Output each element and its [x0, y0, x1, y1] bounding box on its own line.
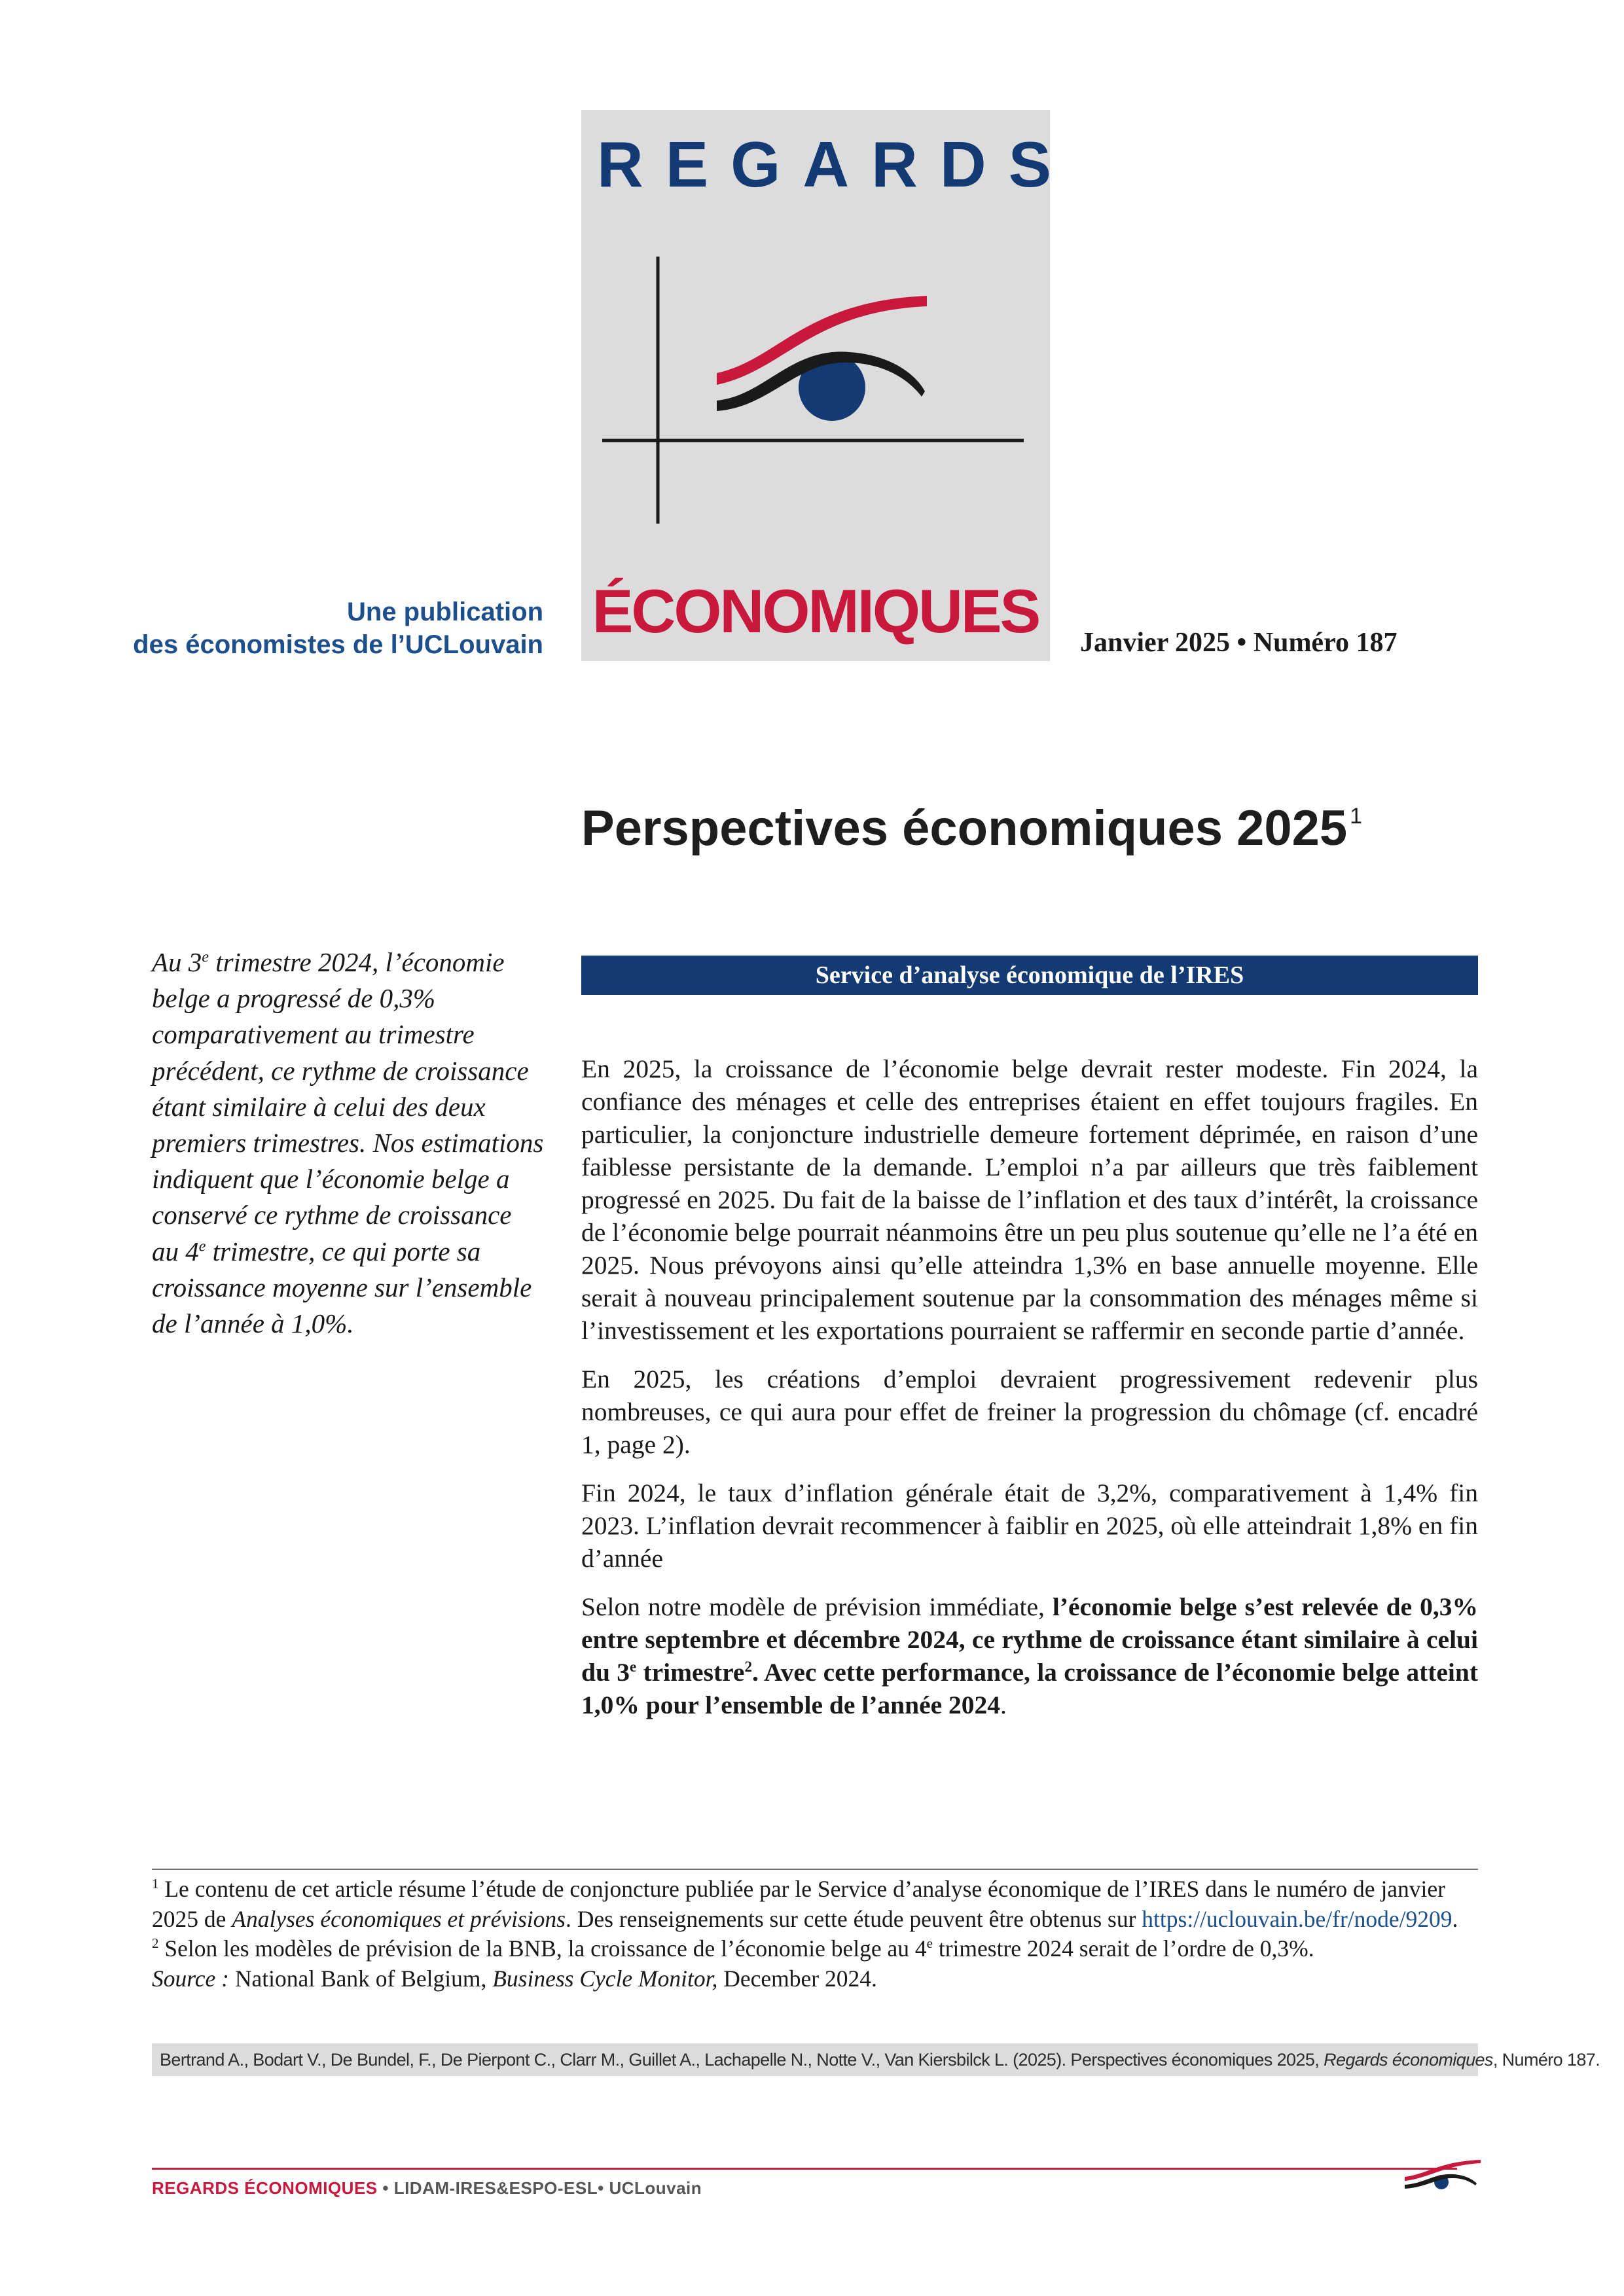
citation-text: , Numéro 187. [1492, 2050, 1600, 2070]
body-bold: . Avec cette performance, la croissance de l’économie belge atteint 1,0% pour l’ensemble de l’année 2024 [581, 1658, 1479, 1719]
footnote-mark: 1 [152, 1876, 159, 1892]
footer-brand: REGARDS ÉCONOMIQUES [152, 2178, 378, 2198]
publisher-line-2: des économistes de l’UCLouvain [133, 630, 543, 659]
abstract-sup: e [198, 1237, 206, 1255]
footnote-italic: Business Cycle Monitor, [492, 1965, 718, 1992]
footnote-text: . Des renseignements sur cette étude peuvent être obtenus sur [565, 1905, 1142, 1932]
footnote-1 [152, 1874, 1478, 1934]
citation-text: Bertrand A., Bodart V., De Bundel, F., De Pierpont C., Clarr M., Guillet A., Lachapelle N., Notte V., Van Kiersbilck L. (2025). Perspectives économiques 2025, [160, 2050, 1324, 2070]
logo-title-top: REGARDS [597, 128, 1074, 200]
footnote-text: National Bank of Belgium, [228, 1965, 493, 1992]
abstract-text: Au 3 [152, 947, 202, 977]
page-title [581, 800, 1563, 857]
footer-text [152, 2178, 1199, 2198]
footnote-ref-2[interactable]: 2 [744, 1658, 752, 1675]
footnote-text: . [1452, 1905, 1458, 1932]
article-body [581, 1052, 1478, 1737]
footnote-2 [152, 1934, 1478, 1964]
service-heading-bar: Service d’analyse économique de l’IRES [581, 956, 1478, 995]
body-sup: e [629, 1658, 637, 1675]
body-paragraph: Fin 2024, le taux d’inflation générale était de 3,2%, comparativement à 1,4% fin 2023. L’inflation devrait recommencer à faiblir en 2025, où elle atteindrait 1,8% en fin d’année [581, 1479, 1478, 1573]
body-text: Selon notre modèle de prévision immédiate, [581, 1592, 1053, 1621]
publisher-line-1: Une publication [347, 598, 543, 626]
body-paragraph [581, 1590, 1478, 1721]
footnote-text: Selon les modèles de prévision de la BNB, la croissance de l’économie belge au 4 [158, 1935, 927, 1962]
footnote-divider [152, 1869, 1478, 1870]
footer-affiliations: • LIDAM-IRES&ESPO-ESL• UCLouvain [377, 2178, 702, 2198]
footnote-text: December 2024. [717, 1965, 877, 1992]
citation-italic: Regards économiques [1324, 2050, 1493, 2070]
abstract [152, 944, 545, 1342]
footer-divider [152, 2168, 1457, 2170]
citation-bar [152, 2043, 1600, 2076]
footnote-source [152, 1964, 1478, 1994]
footer-eye-icon [1401, 2153, 1483, 2199]
body-paragraph: En 2025, la croissance de l’économie belge devrait rester modeste. Fin 2024, la confiance des ménages et celle des entreprises étaient en effet toujours fragiles. En particulier, la conjoncture industrielle demeure fortement déprimée, en raison d’une faiblesse persistante de la demande. L’emploi n’a par ailleurs que très faiblement progressé en 2025. Du fait de la baisse de l’inflation et des taux d’intérêt, la croissance de l’économie belge pourrait néanmoins être un peu plus soutenue qu’elle ne l’a été en 2025. Nous prévoyons ainsi qu’elle atteindra 1,3% en base annuelle moyenne. Elle serait à nouveau principalement soutenue par la consommation des ménages même si l’investissement et les exportations pourraient se raffermir en seconde partie d’année. [581, 1054, 1478, 1345]
abstract-sup: e [202, 948, 209, 966]
footnote-sup: e [926, 1935, 933, 1952]
footnotes [152, 1874, 1478, 1994]
source-label: Source : [152, 1965, 229, 1992]
footnote-text: Le contenu de cet article résume l’étude de conjoncture publiée par le Service d’analyse économique de l’IRES dans le numéro de janvier 2025 de [152, 1876, 1446, 1932]
issue-date: Janvier 2025 • Numéro 187 [1080, 628, 1398, 658]
footnote-italic: Analyses économiques et prévisions [232, 1905, 566, 1932]
page-title-text: Perspectives économiques 2025 [581, 800, 1348, 856]
publisher-line [131, 596, 543, 661]
footnote-mark: 2 [152, 1935, 159, 1952]
footnote-link[interactable]: https://uclouvain.be/fr/node/9209 [1142, 1905, 1453, 1932]
body-bold: trimestre [636, 1658, 745, 1687]
body-paragraph: En 2025, les créations d’emploi devraient progressivement redevenir plus nombreuses, ce qui aura pour effet de freiner la progression du chômage (cf. encadré 1, page 2). [581, 1365, 1478, 1459]
body-bold: l’économie belge s’est relevée de 0,3% entre septembre et décembre 2024, ce rythme de croissance étant similaire à celui du 3 [581, 1592, 1478, 1687]
footnote-text: trimestre 2024 serait de l’ordre de 0,3%. [932, 1935, 1314, 1962]
body-text: . [1000, 1691, 1007, 1719]
logo-title-bottom: ÉCONOMIQUES [592, 577, 1039, 645]
title-footnote-ref[interactable]: 1 [1350, 804, 1363, 829]
abstract-text: trimestre 2024, l’économie belge a progressé de 0,3% comparativement au trimestre précédent, ce rythme de croissance étant similaire à celui des deux premiers trimestres. Nos estimations indiquent que l’économie belge a conservé ce rythme de croissance au 4 [152, 947, 544, 1266]
abstract-text: trimestre, ce qui porte sa croissance moyenne sur l’ensemble de l’année à 1,0%. [152, 1236, 532, 1339]
eye-chart-icon [581, 216, 1050, 556]
